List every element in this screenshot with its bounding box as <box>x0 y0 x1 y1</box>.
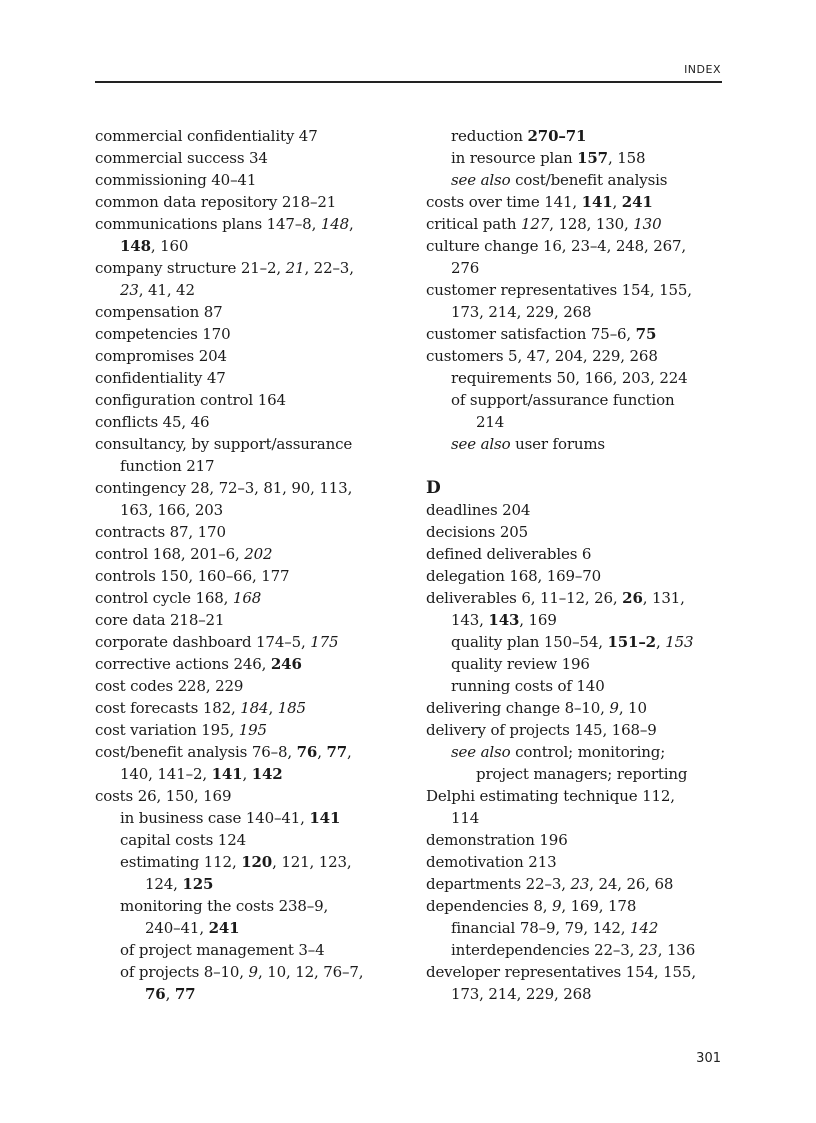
index-entry <box>95 367 415 389</box>
entry-text: core data 218–21 <box>95 611 225 629</box>
entry-text: configuration control 164 <box>95 391 286 409</box>
index-subentry <box>426 257 726 279</box>
entry-text: requirements 50, 166, 203, 224 <box>451 369 688 387</box>
entry-text: 173, 214, 229, 268 <box>451 303 592 321</box>
bold-page-ref: 125 <box>182 875 214 893</box>
running-head: INDEX <box>684 63 721 76</box>
index-entry <box>95 521 415 543</box>
entry-text: , 158 <box>607 149 646 167</box>
index-entry <box>426 213 726 235</box>
index-entry <box>95 543 415 565</box>
entry-text: control 168, 201–6, <box>95 545 245 563</box>
entry-text: 124, <box>145 875 183 893</box>
index-entry <box>95 345 415 367</box>
index-subentry <box>426 653 726 675</box>
entry-text: , <box>165 985 175 1003</box>
index-subentry <box>426 147 726 169</box>
entry-text: common data repository 218–21 <box>95 193 337 211</box>
entry-text: consultancy, by support/assurance <box>95 435 353 453</box>
index-entry <box>95 213 415 235</box>
entry-text: , 24, 26, 68 <box>589 875 674 893</box>
index-entry <box>426 961 726 983</box>
index-subentry <box>95 895 415 917</box>
index-subentry <box>95 873 415 895</box>
entry-text: quality review 196 <box>451 655 590 673</box>
entry-text: competencies 170 <box>95 325 231 343</box>
index-column-right <box>426 125 726 1005</box>
entry-text: estimating 112, <box>120 853 242 871</box>
italic-text: 202 <box>244 545 273 563</box>
index-entry <box>95 741 415 763</box>
entry-text: user forums <box>510 435 605 453</box>
entry-text: 173, 214, 229, 268 <box>451 985 592 1003</box>
entry-text: commercial success 34 <box>95 149 268 167</box>
entry-text: commissioning 40–41 <box>95 171 257 189</box>
index-entry <box>426 191 726 213</box>
index-entry <box>95 719 415 741</box>
entry-text: 140, 141–2, <box>120 765 212 783</box>
entry-text: control; monitoring; <box>510 743 666 761</box>
entry-text: deliverables 6, 11–12, 26, <box>426 589 623 607</box>
entry-text: delegation 168, 169–70 <box>426 567 602 585</box>
section-spacer <box>426 455 726 477</box>
italic-text: 175 <box>310 633 339 651</box>
index-subentry <box>95 499 415 521</box>
entry-text: cost codes 228, 229 <box>95 677 244 695</box>
index-entry <box>426 719 726 741</box>
index-subentry <box>426 609 726 631</box>
index-entry <box>95 301 415 323</box>
bold-page-ref: 270–71 <box>527 127 587 145</box>
entry-text: critical path <box>426 215 522 233</box>
entry-text: costs over time 141, <box>426 193 582 211</box>
entry-text: of project management 3–4 <box>120 941 325 959</box>
italic-text: see also <box>451 171 511 189</box>
entry-text: control cycle 168, <box>95 589 233 607</box>
entry-text: dependencies 8, <box>426 897 552 915</box>
index-entry <box>95 323 415 345</box>
entry-text: of support/assurance function <box>451 391 675 409</box>
index-subentry <box>426 675 726 697</box>
index-column-left <box>95 125 415 1005</box>
entry-text: conflicts 45, 46 <box>95 413 210 431</box>
bold-page-ref: 77 <box>174 985 196 1003</box>
italic-text: 23 <box>570 875 590 893</box>
index-subentry <box>95 917 415 939</box>
entry-text: , 10 <box>618 699 647 717</box>
index-subentry <box>426 367 726 389</box>
entry-text: customer representatives 154, 155, <box>426 281 692 299</box>
index-entry <box>95 433 415 455</box>
bold-page-ref: 141 <box>581 193 613 211</box>
index-entry <box>95 125 415 147</box>
index-entry <box>95 389 415 411</box>
index-entry <box>426 785 726 807</box>
index-entry <box>95 565 415 587</box>
index-subentry <box>426 433 726 455</box>
entry-text: , 169 <box>519 611 557 629</box>
entry-text: , 10, 12, 76–7, <box>257 963 364 981</box>
entry-text: confidentiality 47 <box>95 369 226 387</box>
entry-text: corporate dashboard 174–5, <box>95 633 311 651</box>
bold-page-ref: 76 <box>145 985 166 1003</box>
entry-text: , 128, 130, <box>549 215 634 233</box>
entry-text: cost/benefit analysis 76–8, <box>95 743 297 761</box>
entry-text: cost forecasts 182, <box>95 699 241 717</box>
bold-page-ref: 143 <box>488 611 520 629</box>
bold-page-ref: 26 <box>622 589 643 607</box>
index-subentry <box>426 301 726 323</box>
entry-text: , 136 <box>657 941 696 959</box>
bold-page-ref: 120 <box>241 853 273 871</box>
entry-text: 143, <box>451 611 489 629</box>
entry-text: customer satisfaction 75–6, <box>426 325 636 343</box>
index-entry <box>95 785 415 807</box>
index-subentry <box>426 917 726 939</box>
index-entry <box>426 697 726 719</box>
bold-page-ref: 151–2 <box>607 633 656 651</box>
index-subentry <box>95 961 415 983</box>
index-entry <box>426 895 726 917</box>
italic-text: 195 <box>238 721 267 739</box>
bold-page-ref: 241 <box>621 193 653 211</box>
bold-page-ref: 141 <box>211 765 243 783</box>
index-entry <box>426 279 726 301</box>
entry-text: monitoring the costs 238–9, <box>120 897 329 915</box>
entry-text: 276 <box>451 259 480 277</box>
index-subentry <box>95 807 415 829</box>
index-subentry <box>95 829 415 851</box>
index-entry <box>426 499 726 521</box>
bold-page-ref: 148 <box>120 237 151 255</box>
entry-text: commercial confidentiality 47 <box>95 127 318 145</box>
index-subentry <box>426 169 726 191</box>
italic-text: see also <box>451 743 511 761</box>
entry-text: compromises 204 <box>95 347 227 365</box>
index-entry <box>426 323 726 345</box>
index-subentry <box>426 807 726 829</box>
entry-text: decisions 205 <box>426 523 529 541</box>
entry-text: 163, 166, 203 <box>120 501 224 519</box>
italic-text: 153 <box>665 633 694 651</box>
entry-text: in resource plan <box>451 149 578 167</box>
index-entry <box>95 587 415 609</box>
index-subentry <box>426 631 726 653</box>
bold-page-ref: 75 <box>635 325 657 343</box>
entry-text: , 131, <box>642 589 685 607</box>
italic-text: 130 <box>633 215 662 233</box>
index-subentry <box>426 389 726 411</box>
index-subentry <box>426 763 726 785</box>
index-subentry <box>426 411 726 433</box>
entry-text: project managers; reporting <box>476 765 688 783</box>
entry-text: defined deliverables 6 <box>426 545 592 563</box>
entry-text: demonstration 196 <box>426 831 568 849</box>
entry-text: in business case 140–41, <box>120 809 310 827</box>
entry-text: deadlines 204 <box>426 501 531 519</box>
index-subentry <box>95 235 415 257</box>
italic-text: 127 <box>521 215 550 233</box>
italic-text: 9 <box>551 897 562 915</box>
entry-text: controls 150, 160–66, 177 <box>95 567 290 585</box>
index-entry <box>95 653 415 675</box>
entry-text: culture change 16, 23–4, 248, 267, <box>426 237 687 255</box>
entry-text: , <box>347 743 352 761</box>
index-subentry <box>426 983 726 1005</box>
page-number: 301 <box>696 1051 721 1066</box>
entry-text: , <box>612 193 622 211</box>
entry-text: demotivation 213 <box>426 853 557 871</box>
entry-text: , 22–3, <box>304 259 354 277</box>
header-rule <box>95 81 722 83</box>
italic-text: 21 <box>285 259 305 277</box>
italic-text: 148 <box>320 215 349 233</box>
index-subentry <box>95 279 415 301</box>
entry-text: cost/benefit analysis <box>510 171 668 189</box>
bold-page-ref: 241 <box>208 919 240 937</box>
index-entry <box>426 829 726 851</box>
entry-text: , 160 <box>150 237 189 255</box>
entry-text: function 217 <box>120 457 215 475</box>
entry-text: financial 78–9, 79, 142, <box>451 919 631 937</box>
bold-page-ref: 142 <box>251 765 283 783</box>
entry-text: departments 22–3, <box>426 875 571 893</box>
index-entry <box>426 565 726 587</box>
index-entry <box>95 191 415 213</box>
index-entry <box>95 169 415 191</box>
entry-text: , <box>268 699 278 717</box>
index-entry <box>95 631 415 653</box>
italic-text: 23 <box>638 941 658 959</box>
entry-text: , 121, 123, <box>272 853 352 871</box>
index-subentry <box>426 741 726 763</box>
index-subentry <box>95 455 415 477</box>
entry-text: company structure 21–2, <box>95 259 286 277</box>
italic-text: 23 <box>120 281 139 299</box>
index-subentry <box>95 939 415 961</box>
bold-page-ref: 141 <box>309 809 341 827</box>
bold-page-ref: 157 <box>577 149 608 167</box>
entry-text: quality plan 150–54, <box>451 633 608 651</box>
index-entry <box>95 411 415 433</box>
entry-text: 240–41, <box>145 919 209 937</box>
italic-text: 184 <box>240 699 269 717</box>
entry-text: communications plans 147–8, <box>95 215 321 233</box>
entry-text: 114 <box>451 809 480 827</box>
italic-text: 185 <box>277 699 306 717</box>
entry-text: contingency 28, 72–3, 81, 90, 113, <box>95 479 353 497</box>
italic-text: see also <box>451 435 511 453</box>
index-subentry <box>95 983 415 1005</box>
index-subentry <box>95 851 415 873</box>
index-entry <box>95 609 415 631</box>
index-entry <box>95 675 415 697</box>
entry-text: interdependencies 22–3, <box>451 941 639 959</box>
index-subentry <box>95 763 415 785</box>
entry-text: delivery of projects 145, 168–9 <box>426 721 657 739</box>
italic-text: 9 <box>609 699 619 717</box>
index-entry <box>426 587 726 609</box>
italic-text: 168 <box>232 589 262 607</box>
index-entry <box>95 477 415 499</box>
entry-text: contracts 87, 170 <box>95 523 226 541</box>
index-entry <box>95 257 415 279</box>
italic-text: 9 <box>248 963 258 981</box>
index-entry <box>426 345 726 367</box>
entry-text: developer representatives 154, 155, <box>426 963 696 981</box>
entry-text: , 169, 178 <box>561 897 637 915</box>
entry-text: delivering change 8–10, <box>426 699 610 717</box>
entry-text: Delphi estimating technique 112, <box>426 787 675 805</box>
italic-text: 142 <box>630 919 659 937</box>
entry-text: compensation 87 <box>95 303 223 321</box>
index-entry <box>426 851 726 873</box>
bold-page-ref: 246 <box>270 655 302 673</box>
entry-text: cost variation 195, <box>95 721 239 739</box>
entry-text: , <box>317 743 327 761</box>
section-letter: D <box>426 478 441 498</box>
entry-text: of projects 8–10, <box>120 963 249 981</box>
bold-page-ref: 76 <box>296 743 318 761</box>
index-entry <box>426 521 726 543</box>
entry-text: reduction <box>451 127 528 145</box>
index-entry <box>95 697 415 719</box>
index-subentry <box>426 125 726 147</box>
index-entry <box>426 235 726 257</box>
entry-text: , <box>655 633 666 651</box>
entry-text: , 41, 42 <box>138 281 195 299</box>
index-subentry <box>426 939 726 961</box>
entry-text: costs 26, 150, 169 <box>95 787 232 805</box>
entry-text: , <box>349 215 354 233</box>
bold-page-ref: 77 <box>326 743 348 761</box>
entry-text: , <box>242 765 252 783</box>
entry-text: corrective actions 246, <box>95 655 271 673</box>
index-entry <box>426 873 726 895</box>
index-entry <box>95 147 415 169</box>
entry-text: running costs of 140 <box>451 677 605 695</box>
index-entry <box>426 543 726 565</box>
entry-text: customers 5, 47, 204, 229, 268 <box>426 347 658 365</box>
entry-text: capital costs 124 <box>120 831 246 849</box>
entry-text: 214 <box>476 413 505 431</box>
